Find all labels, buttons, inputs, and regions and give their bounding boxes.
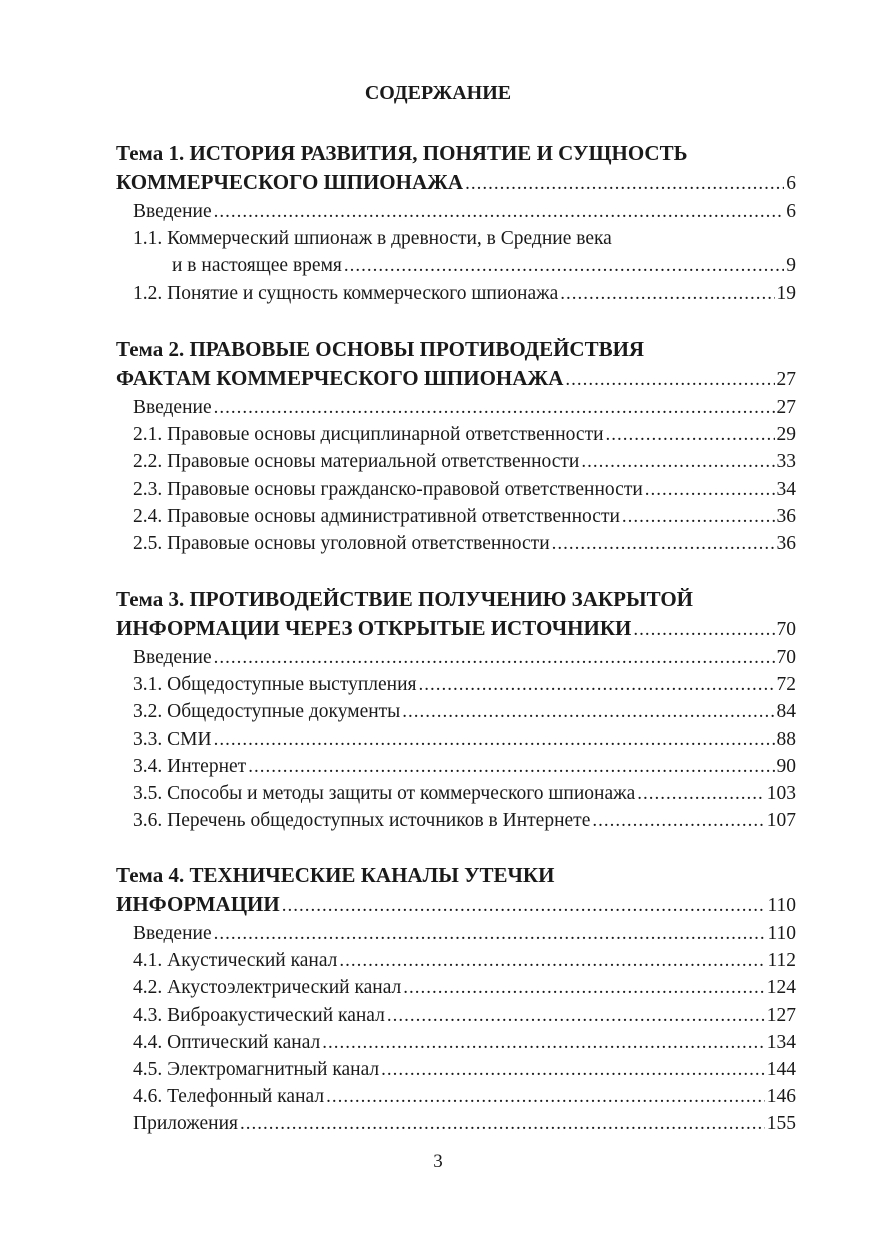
page-ref: 6 [786,173,796,194]
toc-topic-entry[interactable] [116,614,796,644]
topic-heading-cont: ИНФОРМАЦИИ ЧЕРЕЗ ОТКРЫТЫЕ ИСТОЧНИКИ [116,616,632,640]
dot-leader [339,947,765,974]
entry-title-cont: и в настоящее время [172,255,342,277]
page-ref: 27 [776,397,796,418]
dot-leader [633,615,774,644]
toc-section-1 [116,139,796,307]
dot-leader [592,807,764,834]
dot-leader [565,365,774,394]
page-ref: 27 [776,369,796,390]
toc-topic-entry[interactable] [116,890,796,920]
dot-leader [214,920,766,947]
dot-leader [344,252,784,279]
dot-leader [637,780,765,807]
entry-title: Введение [133,923,212,944]
entry-title: Введение [133,397,212,418]
page-number: 3 [433,1151,443,1172]
dot-leader [214,198,785,225]
entry-title: 4.4. Оптический канал [133,1031,321,1053]
entry-title: 2.5. Правовые основы уголовной ответственности [133,533,550,555]
page-ref: 112 [767,950,796,972]
toc-entry[interactable] [116,1083,796,1110]
entry-title: Введение [133,201,212,222]
toc-section-4 [116,861,796,1138]
toc-entry[interactable] [116,974,796,1001]
toc-entry[interactable] [116,1002,796,1029]
toc-entry[interactable] [116,920,796,947]
page-ref: 72 [776,674,796,696]
entry-title: 1.2. Понятие и сущность коммерческого шпионажа [133,282,559,304]
topic-heading-cont: ИНФОРМАЦИИ [116,892,280,916]
page-ref: 155 [766,1113,796,1135]
entry-title: 2.4. Правовые основы административной ответственности [133,505,620,527]
toc-entry[interactable] [116,476,796,503]
toc-entry[interactable] [116,726,796,753]
toc-entry[interactable] [116,1029,796,1056]
page-ref: 6 [786,201,796,222]
dot-leader [240,1110,765,1137]
dot-leader [387,1002,765,1029]
topic-heading: Тема 1. ИСТОРИЯ РАЗВИТИЯ, ПОНЯТИЕ И СУЩНОСТЬ [116,141,688,165]
toc-entry[interactable] [116,644,796,671]
toc-entry[interactable] [116,252,796,279]
entry-title: Приложения [133,1113,238,1135]
dot-leader [403,974,764,1001]
dot-leader [214,394,775,421]
toc-entry[interactable] [116,394,796,421]
page-ref: 127 [766,1004,796,1026]
entry-title: 3.3. СМИ [133,728,212,750]
toc-entry[interactable] [116,698,796,725]
page-ref: 110 [767,895,796,916]
entry-title: 4.2. Акустоэлектрический канал [133,977,402,999]
dot-leader [622,503,775,530]
page-ref: 70 [776,619,796,640]
entry-title: 3.4. Интернет [133,755,247,777]
entry-title: 2.3. Правовые основы гражданско-правовой ответственности [133,478,643,500]
entry-title: 3.5. Способы и методы защиты от коммерческого шпионажа [133,783,636,805]
toc-entry[interactable] [116,1110,796,1137]
page-ref: 33 [776,451,796,473]
dot-leader [606,421,775,448]
toc-topic-entry[interactable] [116,364,796,394]
dot-leader [552,530,775,557]
topic-heading: Тема 4. ТЕХНИЧЕСКИЕ КАНАЛЫ УТЕЧКИ [116,863,555,887]
toc-entry[interactable] [116,421,796,448]
page-ref: 110 [767,923,796,944]
dot-leader [322,1029,765,1056]
topic-heading-cont: ФАКТАМ КОММЕРЧЕСКОГО ШПИОНАЖА [116,366,564,390]
page-ref: 19 [776,282,796,304]
page-ref: 90 [776,755,796,777]
dot-leader [645,476,775,503]
entry-title: 4.6. Телефонный канал [133,1086,325,1108]
page-ref: 84 [776,701,796,723]
toc-entry[interactable] [116,753,796,780]
entry-title: 3.2. Общедоступные документы [133,701,401,723]
entry-title: 4.1. Акустический канал [133,950,338,972]
dot-leader [465,169,784,198]
toc-entry[interactable] [116,671,796,698]
topic-heading-cont: КОММЕРЧЕСКОГО ШПИОНАЖА [116,170,464,194]
entry-title: 3.6. Перечень общедоступных источников в Интернете [133,810,591,832]
dot-leader [581,448,774,475]
page-ref: 29 [776,424,796,446]
dot-leader [326,1083,765,1110]
page-ref: 70 [776,647,796,668]
entry-title: Введение [133,647,212,668]
toc-entry[interactable] [116,780,796,807]
dot-leader [560,280,774,307]
toc-entry[interactable] [116,530,796,557]
page-ref: 34 [776,478,796,500]
dot-leader [282,891,766,920]
page-ref: 103 [766,783,796,805]
toc-entry[interactable] [116,280,796,307]
page-ref: 36 [776,533,796,555]
entry-title: 2.1. Правовые основы дисциплинарной ответственности [133,424,604,446]
toc-entry[interactable] [116,807,796,834]
page-ref: 124 [766,977,796,999]
page-ref: 146 [766,1086,796,1108]
toc-entry[interactable] [116,448,796,475]
entry-title: 2.2. Правовые основы материальной ответственности [133,451,580,473]
toc-section-2 [116,335,796,557]
page-ref: 88 [776,728,796,750]
toc-entry[interactable] [116,503,796,530]
page-title: СОДЕРЖАНИЕ [364,82,512,104]
dot-leader [381,1056,765,1083]
toc-topic-entry[interactable] [116,168,796,198]
entry-title: 4.3. Виброакустический канал [133,1004,385,1026]
dot-leader [214,644,775,671]
entry-title: 3.1. Общедоступные выступления [133,674,417,696]
entry-title: 4.5. Электромагнитный канал [133,1059,380,1081]
toc-entry[interactable] [116,947,796,974]
toc-section-3 [116,585,796,834]
topic-heading: Тема 3. ПРОТИВОДЕЙСТВИЕ ПОЛУЧЕНИЮ ЗАКРЫТОЙ [116,587,693,611]
entry-title: 1.1. Коммерческий шпионаж в древности, в Средние века [133,228,612,250]
page-ref: 134 [766,1031,796,1053]
page-ref: 144 [766,1059,796,1081]
page-ref: 107 [766,810,796,832]
dot-leader [419,671,775,698]
topic-heading: Тема 2. ПРАВОВЫЕ ОСНОВЫ ПРОТИВОДЕЙСТВИЯ [116,337,645,361]
page-ref: 9 [786,255,796,277]
dot-leader [214,726,775,753]
toc-entry[interactable] [116,198,796,225]
dot-leader [402,698,774,725]
page-ref: 36 [776,505,796,527]
dot-leader [248,753,774,780]
toc-entry[interactable] [116,1056,796,1083]
